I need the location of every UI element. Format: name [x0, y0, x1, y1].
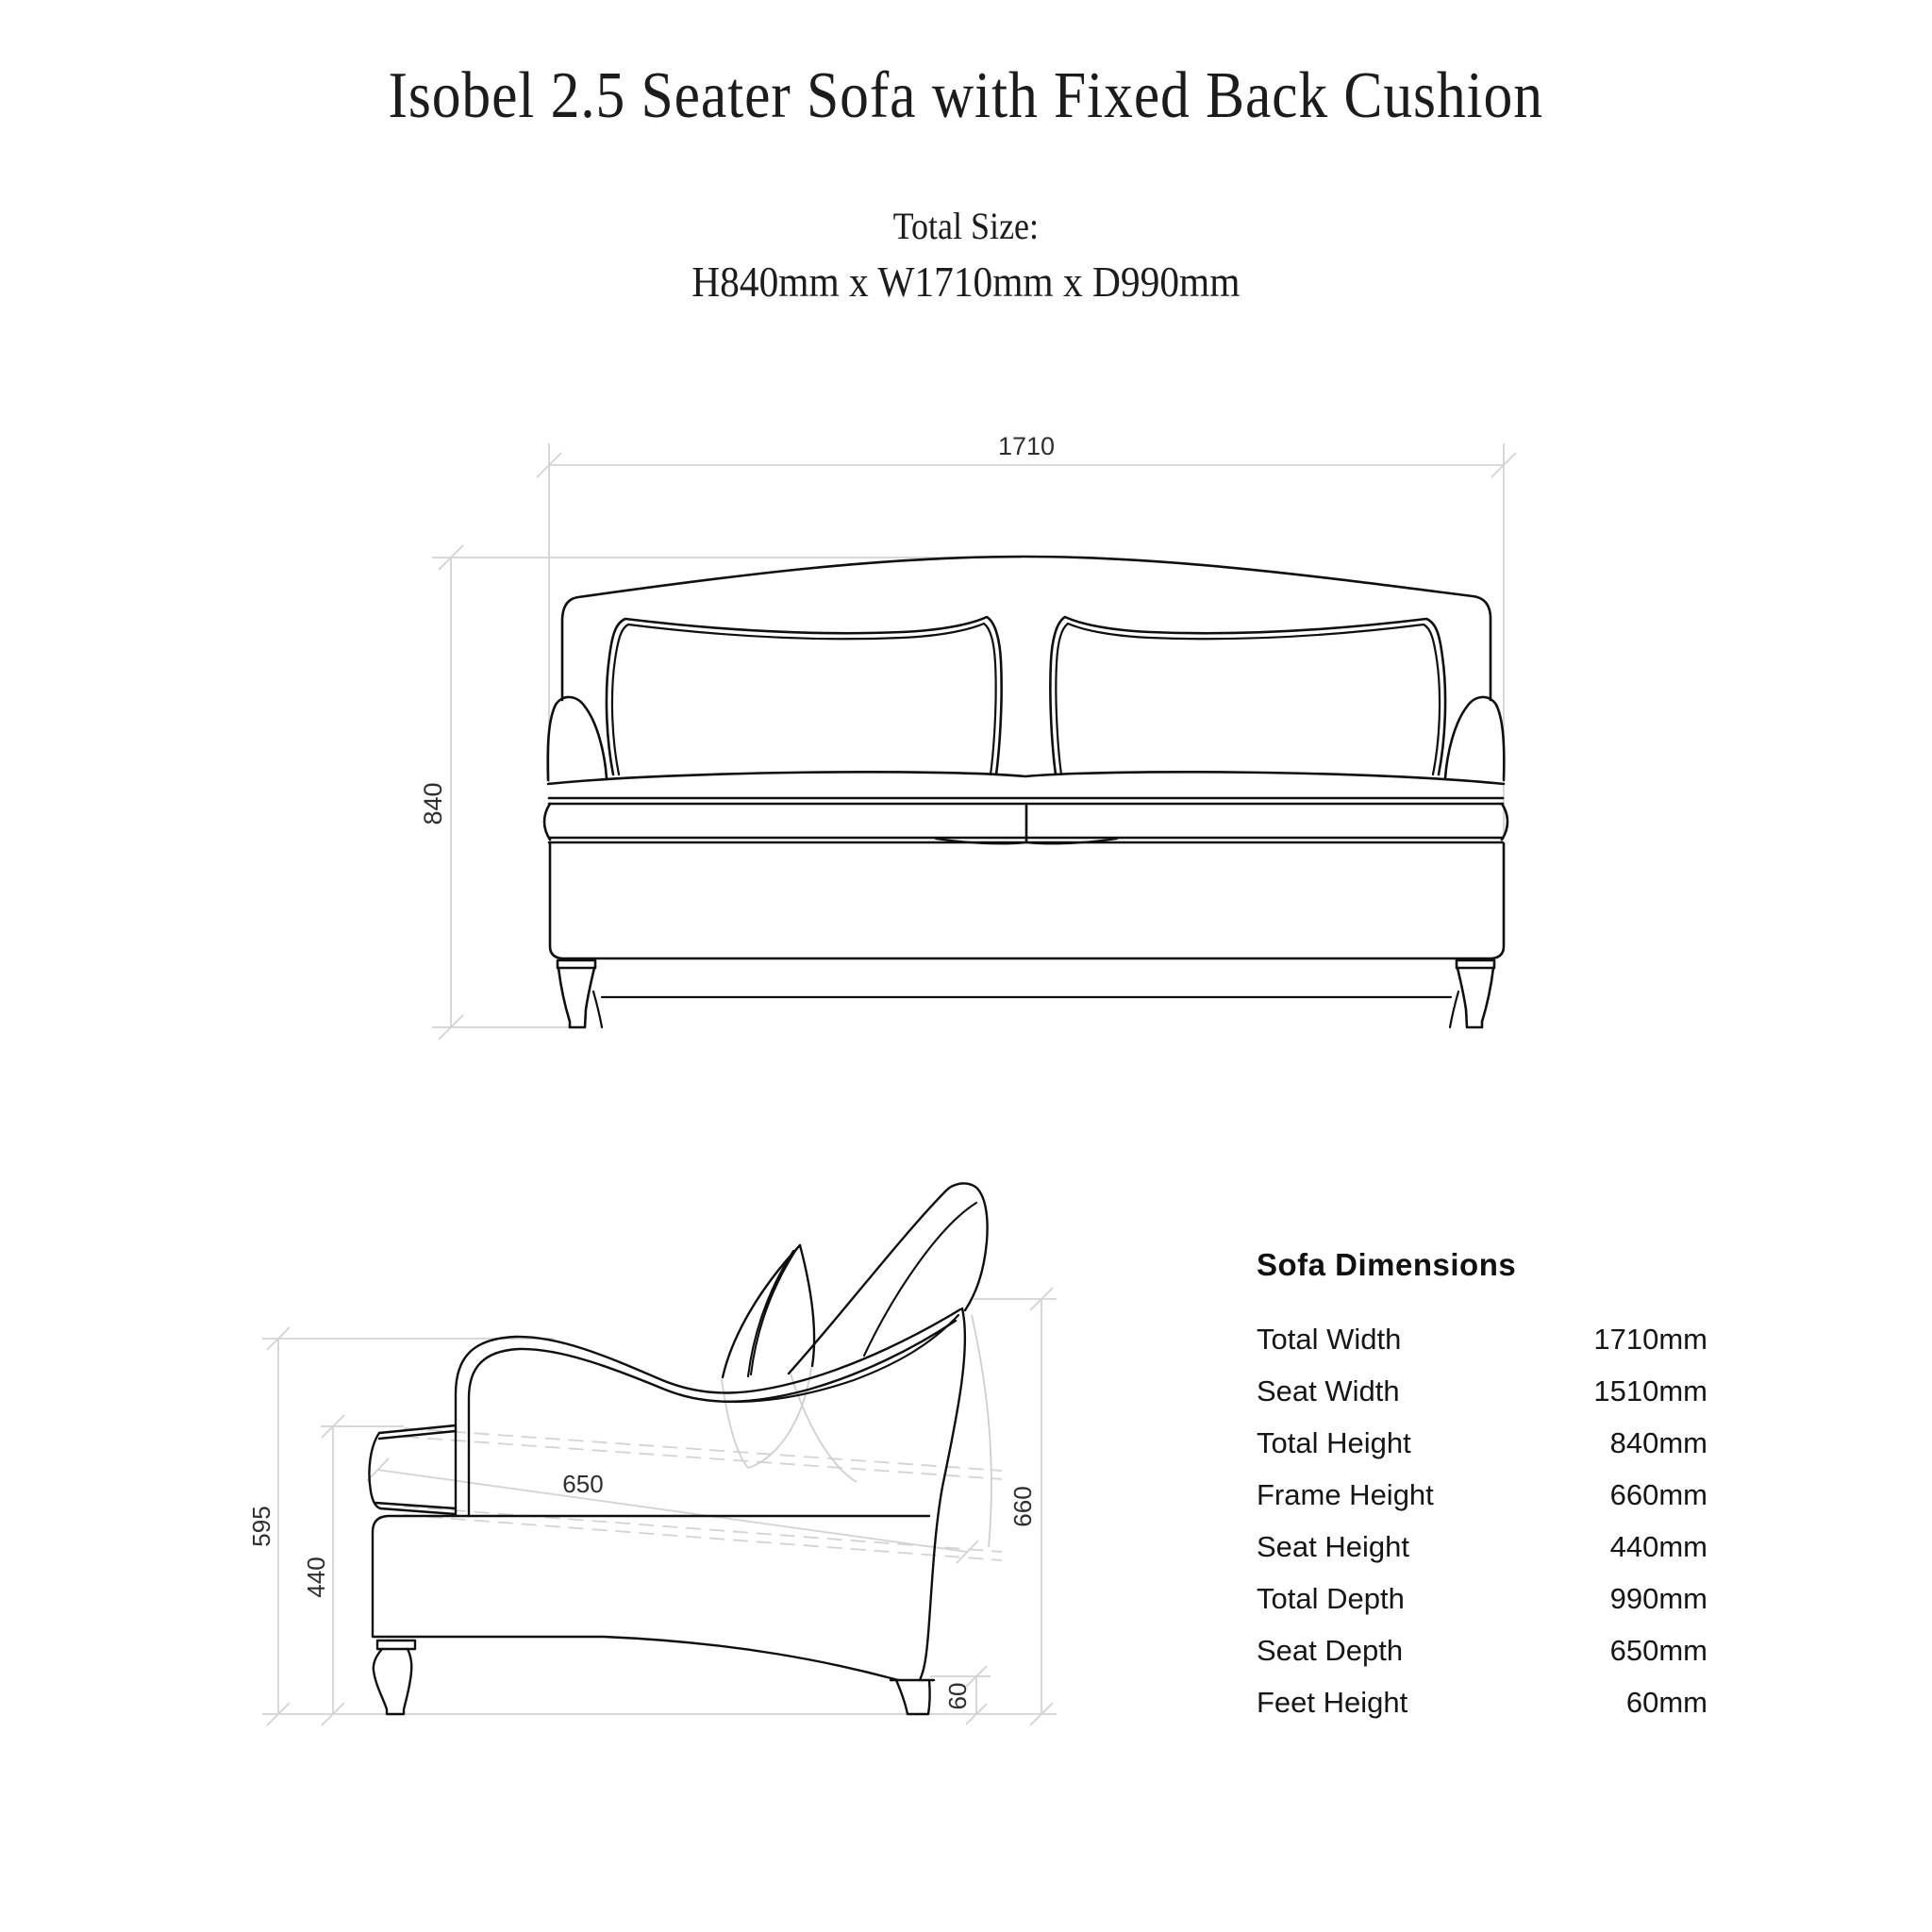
front-left-foot	[558, 968, 594, 1027]
row-label: Total Width	[1257, 1323, 1402, 1356]
seat-band-left-edge	[544, 804, 550, 840]
left-back-cushion	[607, 617, 1002, 774]
row-label: Seat Width	[1257, 1374, 1400, 1407]
table-row	[1257, 1323, 1707, 1374]
side-front-foot	[374, 1649, 411, 1714]
side-view-sofa	[369, 1183, 987, 1714]
seat-piping-upper	[549, 798, 1503, 804]
row-value: 990mm	[1609, 1582, 1707, 1615]
base-outline	[550, 843, 1504, 958]
side-back-height-label: 595	[247, 1506, 275, 1547]
row-label: Total Depth	[1257, 1582, 1405, 1615]
row-value: 840mm	[1609, 1426, 1707, 1459]
front-cushion-seam	[748, 1248, 797, 1376]
row-label: Seat Height	[1257, 1530, 1409, 1563]
row-label: Frame Height	[1257, 1478, 1434, 1511]
arm-panel-top	[379, 1425, 456, 1439]
table-row	[1257, 1634, 1707, 1686]
page-title-text: Isobel 2.5 Seater Sofa with Fixed Back Cushion	[388, 59, 1544, 132]
table-row	[1257, 1530, 1707, 1582]
hidden-cushion-curves	[722, 1315, 991, 1547]
table-row	[1257, 1426, 1707, 1478]
front-view-dimension-lines	[432, 443, 1516, 1040]
row-value: 440mm	[1609, 1530, 1707, 1563]
row-label: Seat Depth	[1257, 1634, 1404, 1667]
row-value: 650mm	[1609, 1634, 1707, 1667]
side-seat-depth-label: 650	[562, 1470, 604, 1498]
sofa-dimensions-table	[1257, 1247, 1707, 1738]
front-view	[419, 432, 1516, 1040]
side-feet-height-label: 60	[943, 1682, 972, 1710]
arm-outer-curve	[456, 1309, 960, 1516]
left-arm-pillow	[548, 697, 607, 780]
hidden-seat-lines	[404, 1428, 1002, 1560]
front-left-foot-collar	[558, 960, 595, 968]
side-front-foot-collar	[377, 1641, 415, 1649]
row-value: 1710mm	[1593, 1323, 1707, 1356]
table-rows	[1257, 1323, 1707, 1738]
right-back-cushion	[1050, 617, 1445, 774]
table-row	[1257, 1478, 1707, 1530]
right-back-cushion-piping	[1056, 624, 1440, 774]
table-title: Sofa Dimensions	[1257, 1247, 1517, 1282]
seat-band-right-edge	[1502, 804, 1507, 840]
front-view-sofa	[544, 557, 1507, 1027]
side-view-dimension-lines	[262, 1288, 1057, 1725]
back-frame-outline	[562, 557, 1491, 700]
side-frame-height-label: 660	[1008, 1486, 1037, 1527]
side-seat-height-label: 440	[302, 1557, 330, 1598]
front-right-foot-collar	[1457, 960, 1494, 968]
back-outer-edge	[920, 1308, 965, 1680]
row-value: 1510mm	[1593, 1374, 1707, 1407]
back-cushion-outer	[945, 1183, 988, 1310]
side-base-outline	[373, 1516, 929, 1680]
rear-left-foot-edge	[593, 991, 602, 1027]
side-back-foot	[891, 1680, 934, 1714]
seat-cushion-top	[548, 772, 1504, 784]
front-height-label: 840	[419, 782, 447, 825]
row-value: 60mm	[1625, 1686, 1707, 1719]
right-arm-pillow	[1445, 697, 1504, 780]
row-label: Total Height	[1257, 1426, 1411, 1459]
table-row	[1257, 1582, 1707, 1634]
side-view	[247, 1183, 1057, 1725]
front-cushion-left-edge	[723, 1245, 800, 1377]
row-value: 660mm	[1609, 1478, 1707, 1511]
front-width-label: 1710	[997, 432, 1056, 460]
row-label: Feet Height	[1257, 1686, 1408, 1719]
total-size-value: H840mm x W1710mm x D990mm	[691, 258, 1241, 306]
total-size-heading: Total Size:	[892, 205, 1040, 247]
arm-panel-bottom	[375, 1503, 456, 1514]
left-back-cushion-piping	[612, 624, 996, 774]
front-right-foot	[1457, 968, 1493, 1027]
table-row	[1257, 1374, 1707, 1426]
table-row	[1257, 1686, 1707, 1738]
